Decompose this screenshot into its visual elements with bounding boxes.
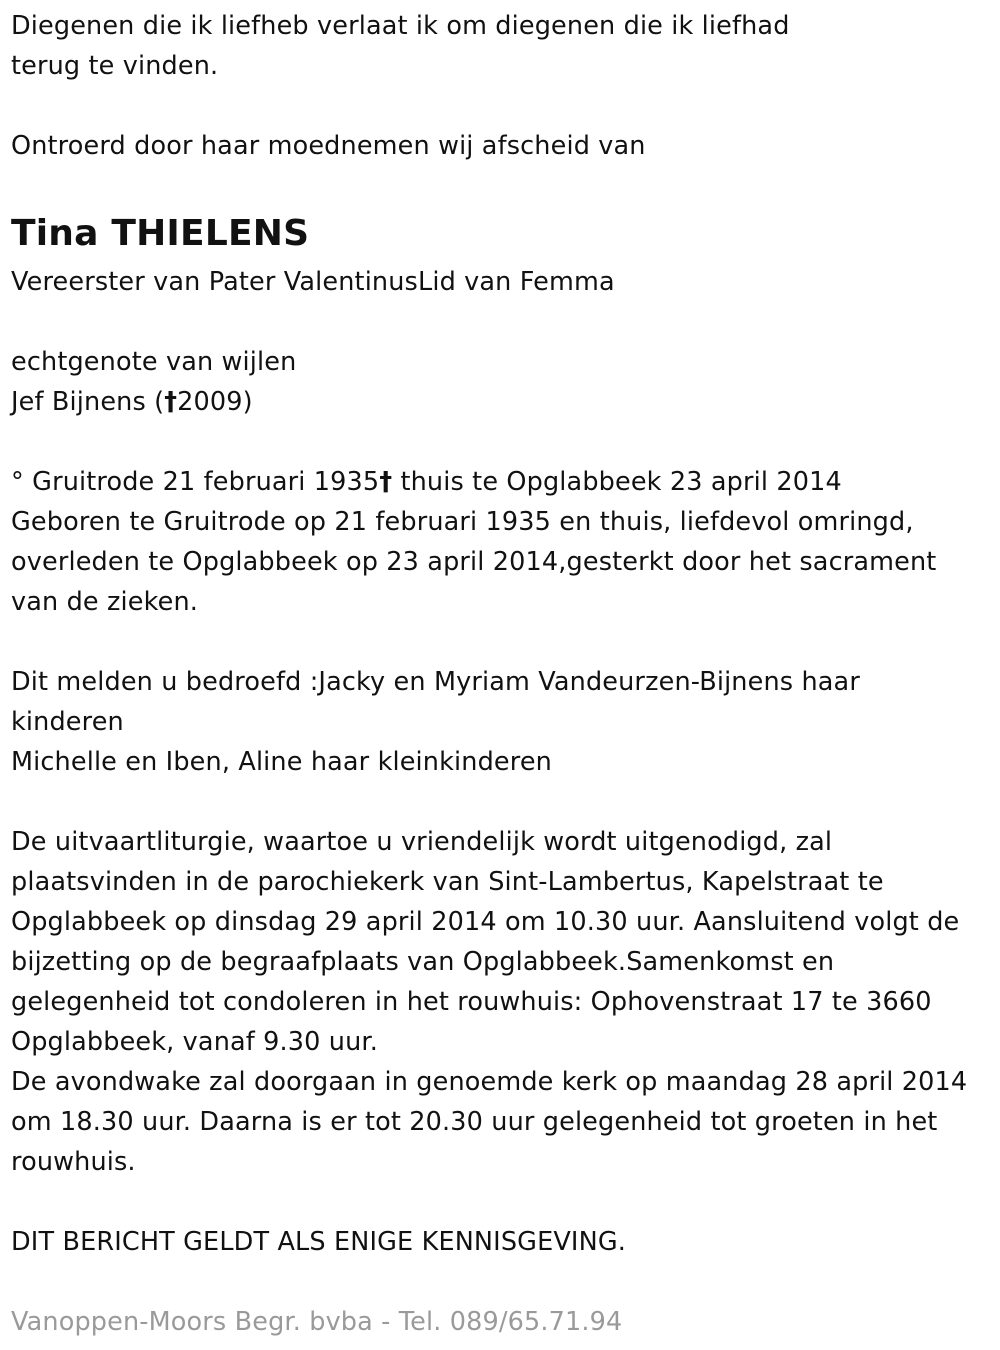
cross-icon: † bbox=[164, 387, 178, 417]
cross-icon: † bbox=[379, 467, 393, 497]
notice-text: DIT BERICHT GELDT ALS ENIGE KENNISGEVING. bbox=[11, 1227, 626, 1257]
spouse-label: echtgenote van wijlen bbox=[11, 347, 297, 377]
spouse-name-line bbox=[11, 382, 995, 422]
quote-line-1: Diegenen die ik liefheb verlaat ik om diegenen die ik liefhad bbox=[11, 11, 790, 41]
funeral-line: Opglabbeek, vanaf 9.30 uur. bbox=[11, 1027, 378, 1057]
intro-text: Ontroerd door haar moednemen wij afscheid van bbox=[11, 131, 646, 161]
dates-summary bbox=[11, 462, 995, 502]
family-line: kinderen bbox=[11, 707, 124, 737]
funeral-line: bijzetting op de begraafplaats van Opglabbeek.Samenkomst en bbox=[11, 947, 835, 977]
death-info: thuis te Opglabbeek 23 april 2014 bbox=[392, 467, 842, 497]
spacer bbox=[11, 422, 995, 462]
spacer bbox=[11, 86, 995, 126]
spacer bbox=[11, 1182, 995, 1222]
birth-info: ° Gruitrode 21 februari 1935 bbox=[11, 467, 380, 497]
deceased-name: Tina THIELENS bbox=[11, 213, 310, 254]
funeral-line: Opglabbeek op dinsdag 29 april 2014 om 10.30 uur. Aansluitend volgt de bbox=[11, 907, 960, 937]
spacer bbox=[11, 1262, 995, 1302]
dates-detail-line: van de zieken. bbox=[11, 587, 199, 617]
funeral-line: gelegenheid tot condoleren in het rouwhuis: Ophovenstraat 17 te 3660 bbox=[11, 987, 932, 1017]
funeral-line: om 18.30 uur. Daarna is er tot 20.30 uur gelegenheid tot groeten in het bbox=[11, 1107, 938, 1137]
spacer bbox=[11, 622, 995, 662]
spacer bbox=[11, 782, 995, 822]
dates-detail-line: overleden te Opglabbeek op 23 april 2014,gesterkt door het sacrament bbox=[11, 547, 937, 577]
spouse-name: Jef Bijnens ( bbox=[11, 387, 165, 417]
spouse-death-year: 2009) bbox=[177, 387, 253, 417]
obituary-content bbox=[11, 6, 995, 1342]
spacer bbox=[11, 166, 995, 206]
quote-line-2: terug te vinden. bbox=[11, 51, 219, 81]
spacer bbox=[11, 302, 995, 342]
funeral-line: rouwhuis. bbox=[11, 1147, 136, 1177]
family-line: Dit melden u bedroefd :Jacky en Myriam Vandeurzen-Bijnens haar bbox=[11, 667, 860, 697]
family-line: Michelle en Iben, Aline haar kleinkinderen bbox=[11, 747, 552, 777]
funeral-line: plaatsvinden in de parochiekerk van Sint-Lambertus, Kapelstraat te bbox=[11, 867, 884, 897]
funeral-line: De avondwake zal doorgaan in genoemde kerk op maandag 28 april 2014 bbox=[11, 1067, 968, 1097]
funeral-line: De uitvaartliturgie, waartoe u vriendelijk wordt uitgenodigd, zal bbox=[11, 827, 833, 857]
deceased-memberships: Vereerster van Pater ValentinusLid van Femma bbox=[11, 267, 615, 297]
dates-detail-line: Geboren te Gruitrode op 21 februari 1935 en thuis, liefdevol omringd, bbox=[11, 507, 914, 537]
funeral-home-footer: Vanoppen-Moors Begr. bvba - Tel. 089/65.71.94 bbox=[11, 1307, 623, 1337]
